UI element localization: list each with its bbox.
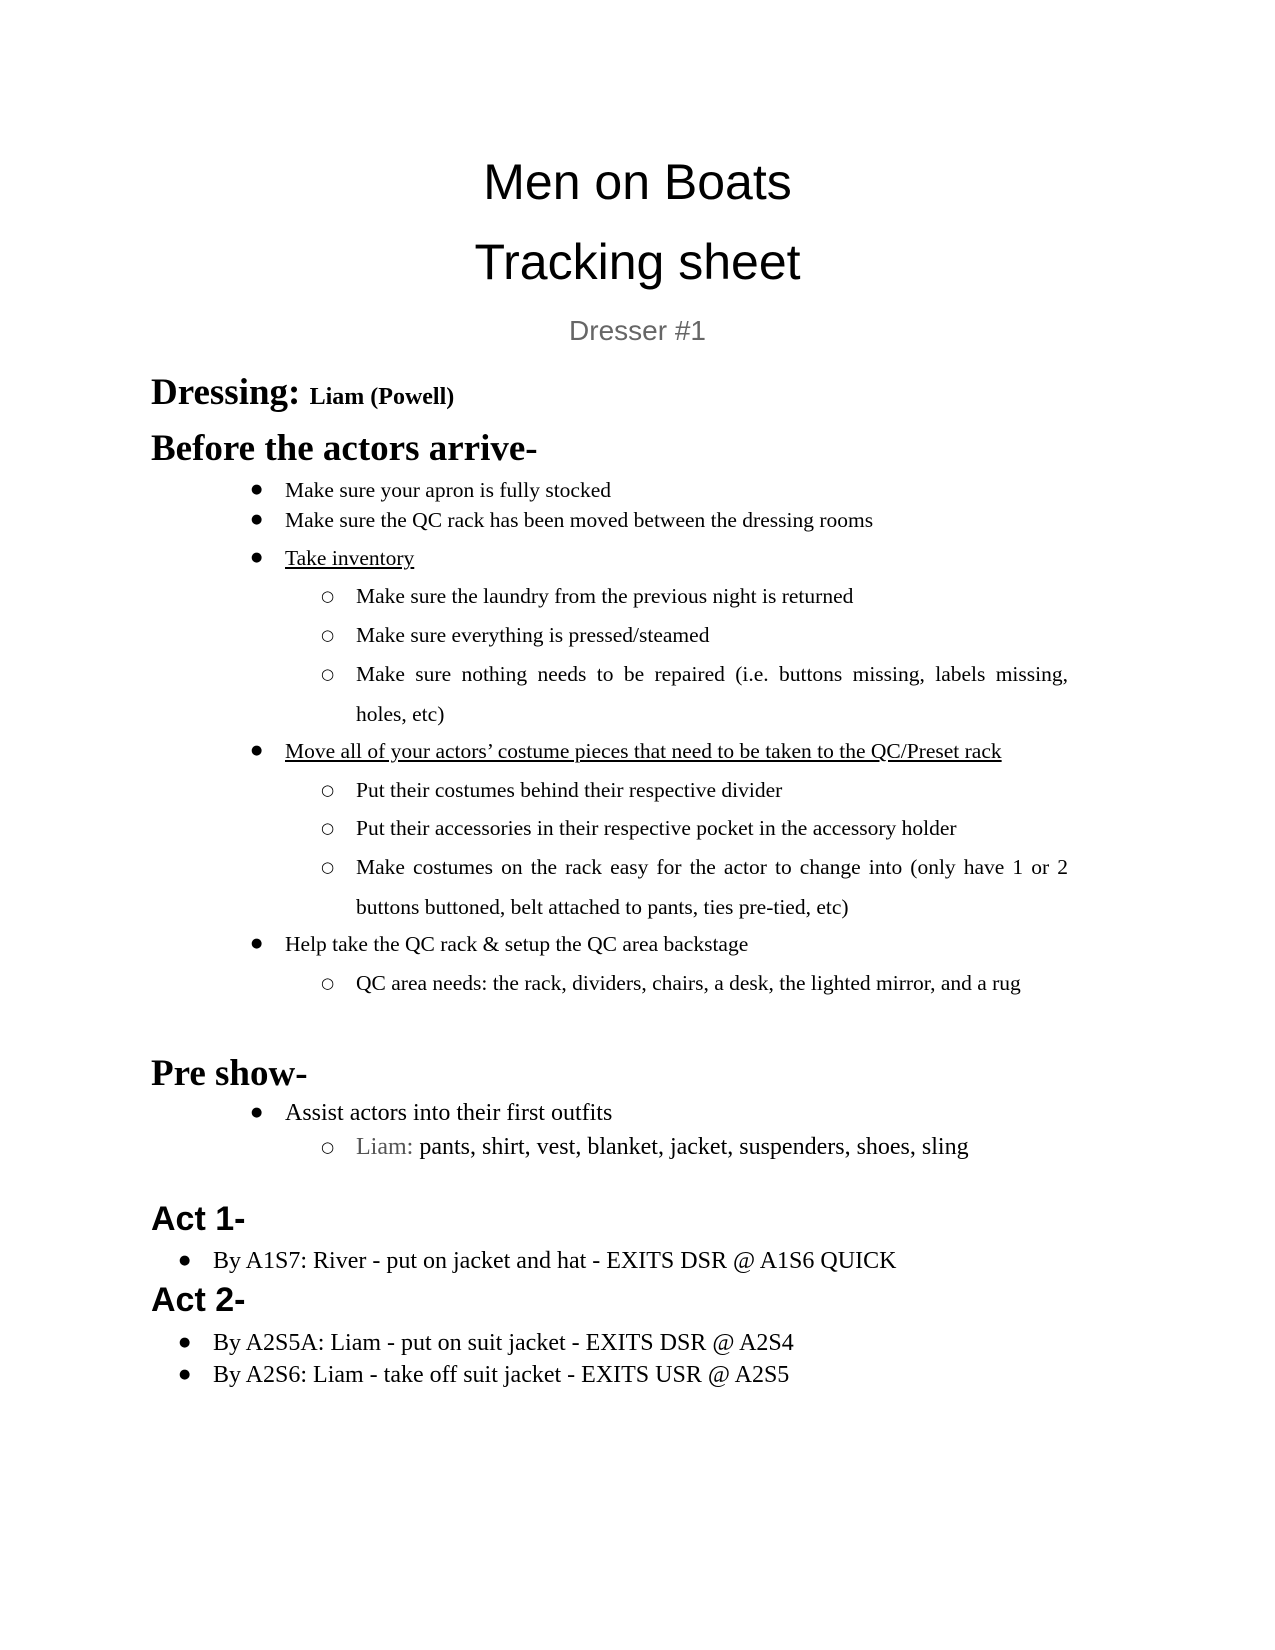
bullet-icon: ●	[251, 936, 263, 951]
sub-bullet-icon: ○	[321, 665, 335, 683]
document-subtitle: Dresser #1	[569, 315, 706, 346]
bullet-icon: ●	[251, 550, 263, 565]
sub-bullet-icon: ○	[321, 1138, 335, 1156]
bullet-icon: ●	[251, 482, 263, 497]
act-2-heading: Act 2-	[151, 1281, 246, 1319]
act-1-heading: Act 1-	[151, 1200, 246, 1238]
before-actors-heading: Before the actors arrive-	[151, 428, 538, 469]
actor-name: Liam:	[356, 1134, 414, 1160]
outfit-list: pants, shirt, vest, blanket, jacket, suspenders, shoes, sling	[413, 1134, 969, 1160]
sub-list-item: Make sure the laundry from the previous night is returned	[356, 584, 854, 608]
list-item-take-inventory: Take inventory	[285, 546, 415, 570]
list-item-move-costumes: Move all of your actors’ costume pieces that need to be taken to the QC/Preset rack	[285, 739, 1002, 763]
document-title-line-2: Tracking sheet	[474, 234, 801, 290]
sub-bullet-icon: ○	[321, 781, 335, 799]
sub-bullet-icon: ○	[321, 819, 335, 837]
sub-list-item: QC area needs: the rack, dividers, chairs, a desk, the lighted mirror, and a rug	[356, 971, 1021, 995]
sub-list-item: Make sure everything is pressed/steamed	[356, 623, 710, 647]
sub-list-item: Make sure nothing needs to be repaired (i.e. buttons missing, labels missing, holes, etc)	[356, 662, 1068, 726]
sub-bullet-icon: ○	[321, 626, 335, 644]
dressing-label: Dressing:	[151, 372, 301, 413]
sub-list-item: Make costumes on the rack easy for the actor to change into (only have 1 or 2 buttons buttoned, belt attached to pants, ties pre-tied, etc)	[356, 855, 1068, 919]
dressing-actor-name: Liam (Powell)	[309, 384, 455, 410]
bullet-icon: ●	[251, 1105, 263, 1120]
list-item: Make sure the QC rack has been moved between the dressing rooms	[285, 508, 874, 532]
sub-bullet-icon: ○	[321, 974, 335, 992]
bullet-icon: ●	[251, 512, 263, 527]
document-title: Men on Boats	[483, 154, 792, 210]
bullet-icon: ●	[179, 1367, 191, 1382]
bullet-icon: ●	[179, 1253, 191, 1268]
cue-item: By A2S5A: Liam - put on suit jacket - EXITS DSR @ A2S4	[213, 1330, 794, 1356]
list-item: Help take the QC rack & setup the QC area backstage	[285, 932, 749, 956]
cue-item: By A2S6: Liam - take off suit jacket - EXITS USR @ A2S5	[213, 1362, 790, 1388]
sub-bullet-icon: ○	[321, 858, 335, 876]
list-item: Make sure your apron is fully stocked	[285, 478, 612, 502]
sub-list-item: Put their accessories in their respective pocket in the accessory holder	[356, 816, 957, 840]
bullet-icon: ●	[251, 743, 263, 758]
sub-bullet-icon: ○	[321, 587, 335, 605]
bullet-icon: ●	[179, 1335, 191, 1350]
sub-list-item: Put their costumes behind their respective divider	[356, 778, 783, 802]
list-item: Assist actors into their first outfits	[285, 1100, 613, 1126]
sub-list-item	[356, 1133, 969, 1161]
cue-item: By A1S7: River - put on jacket and hat - EXITS DSR @ A1S6 QUICK	[213, 1248, 897, 1274]
dressing-heading	[151, 371, 454, 419]
preshow-heading: Pre show-	[151, 1053, 308, 1094]
